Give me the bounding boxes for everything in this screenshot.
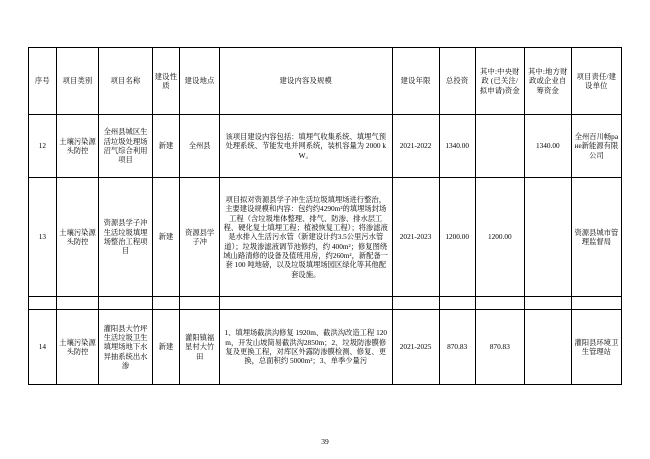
cell-investment: 1340.00 (439, 115, 475, 178)
spacer-cell (219, 297, 392, 310)
spacer-cell (439, 297, 475, 310)
header-name: 项目名称 (99, 48, 152, 115)
cell-period: 2021-2022 (392, 115, 439, 178)
header-seq: 序号 (29, 48, 57, 115)
spacer-cell (524, 297, 571, 310)
header-central-funds: 其中:中央财政 (已关注/拟申请)资金 (475, 48, 524, 115)
page-number: 39 (321, 437, 329, 446)
cell-seq: 12 (29, 115, 57, 178)
cell-unit: 灌阳县环境卫生管理站 (571, 310, 621, 385)
cell-name: 灌阳县大竹坪生活垃圾卫生填埋场地下水异抽系统出水渗 (99, 310, 152, 385)
table-row (29, 310, 622, 385)
cell-seq: 13 (29, 178, 57, 297)
cell-period: 2021-2023 (392, 178, 439, 297)
cell-unit: 资源县城市管理监督局 (571, 178, 621, 297)
cell-place: 全州县 (180, 115, 219, 178)
cell-name: 资源县学子冲生活垃圾填埋场整治工程项目 (99, 178, 152, 297)
spacer-cell (180, 297, 219, 310)
cell-local-funds (524, 310, 571, 385)
cell-period: 2021-2025 (392, 310, 439, 385)
header-nature: 建设性质 (152, 48, 180, 115)
spacer-cell (152, 297, 180, 310)
cell-category: 土壤污染源头防控 (56, 115, 99, 178)
cell-content: 1、填埋场截洪沟修复 1920m、截洪沟改造工程 120m，开发山坡简易截洪沟2850m；2、垃圾防渗膜修复及更换工程，对库区外露防渗膜检测、修复、更换，总面积约 5000m²；3、单季少量污 (219, 310, 392, 385)
cell-content: 该项目建设内容包括：填埋气收集系统、填埋气预处理系统、节能发电并网系统，装机容量为 2000 kW。 (219, 115, 392, 178)
cell-central-funds: 870.83 (475, 310, 524, 385)
cell-local-funds: 1340.00 (524, 115, 571, 178)
table-row (29, 178, 622, 297)
header-place: 建设地点 (180, 48, 219, 115)
cell-category: 土壤污染源头防控 (56, 178, 99, 297)
table-spacer-row (29, 297, 622, 310)
cell-nature: 新建 (152, 178, 180, 297)
cell-place: 资源县学子冲 (180, 178, 219, 297)
header-unit: 项目责任/建设单位 (571, 48, 621, 115)
cell-central-funds: 1200.00 (475, 178, 524, 297)
header-category: 项目类别 (56, 48, 99, 115)
spacer-cell (29, 297, 57, 310)
cell-category: 土壤污染源头防控 (56, 310, 99, 385)
table-row (29, 115, 622, 178)
spacer-cell (392, 297, 439, 310)
cell-investment: 1200.00 (439, 178, 475, 297)
project-table (28, 47, 622, 385)
spacer-cell (475, 297, 524, 310)
table-header-row (29, 48, 622, 115)
cell-investment: 870.83 (439, 310, 475, 385)
cell-seq: 14 (29, 310, 57, 385)
cell-name: 全州县城区生活垃圾处理场沼气综合利用项目 (99, 115, 152, 178)
header-investment: 总投资 (439, 48, 475, 115)
header-local-funds: 其中:地方财政或企业自筹资金 (524, 48, 571, 115)
spacer-cell (56, 297, 99, 310)
spacer-cell (571, 297, 621, 310)
cell-nature: 新建 (152, 310, 180, 385)
header-period: 建设年限 (392, 48, 439, 115)
cell-unit: 全州百川畅ране新能源有限公司 (571, 115, 621, 178)
spacer-cell (99, 297, 152, 310)
cell-central-funds (475, 115, 524, 178)
cell-place: 灌阳镇福星村大竹田 (180, 310, 219, 385)
header-content: 建设内容及规模 (219, 48, 392, 115)
cell-nature: 新建 (152, 115, 180, 178)
cell-content: 项目拟对资源县学子冲生活垃圾填埋场进行整治，主要建设规模和内容：包约约4290m²的填埋场封场工程（含垃圾堆体整理、排气、防渗、排水层工程、硬化复土填埋工程；植被恢复工程）；将渗滤液是水排入生活污水管（新建设计约3.5公里污水管道）；垃圾渗滤液调节池修约，约 400m²；修复图绕域山路清修的设备及值班用房，约260m²，新配备一套 100 吨地磅，以及垃圾填埋场园区绿化等其他配套设施。 (219, 178, 392, 297)
cell-local-funds (524, 178, 571, 297)
